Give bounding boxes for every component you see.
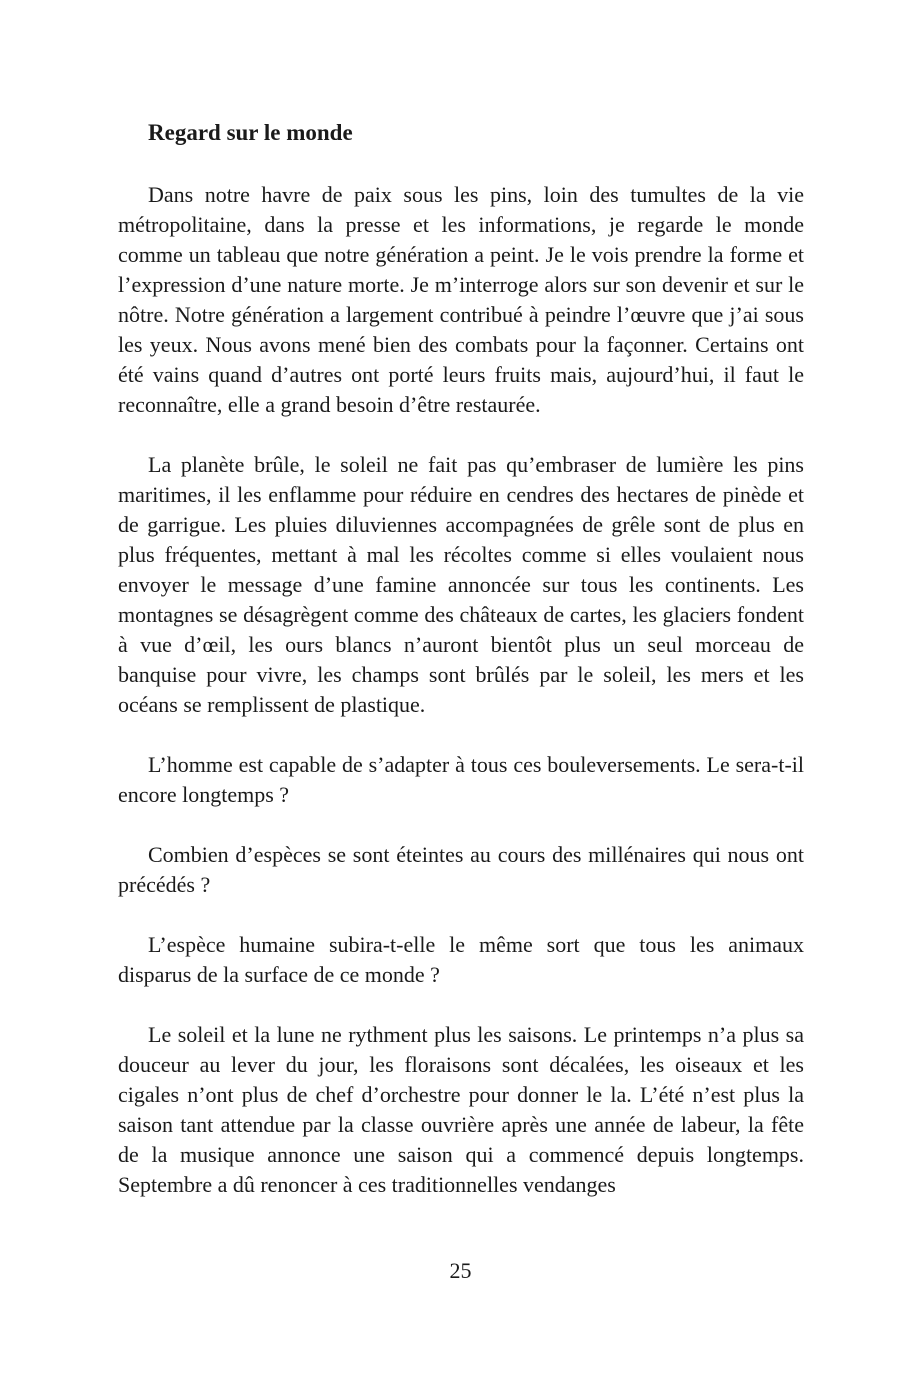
page-number: 25 (449, 1258, 472, 1283)
paragraph: Dans notre havre de paix sous les pins, loin des tumultes de la vie métropolitaine, dans la presse et les informations, je regarde le monde comme un tableau que notre génération a peint. Je le vois prendre la forme et l’expression d’une nature morte. Je m’interroge alors sur son devenir et sur le nôtre. Notre génération a largement contribué à peindre l’œuvre que j’ai sous les yeux. Nous avons mené bien des combats pour la façonner. Certains ont été vains quand d’autres ont porté leurs fruits mais, aujourd’hui, il faut le reconnaître, elle a grand besoin d’être restaurée. (118, 182, 804, 417)
paragraph: L’espèce humaine subira-t-elle le même sort que tous les animaux disparus de la surface de ce monde ? (118, 932, 804, 987)
paragraph: Le soleil et la lune ne rythment plus les saisons. Le printemps n’a plus sa douceur au lever du jour, les floraisons sont décalées, les oiseaux et les cigales n’ont plus de chef d’orchestre pour donner le la. L’été n’est plus la saison tant attendue par la classe ouvrière après une année de labeur, la fête de la musique annonce une saison qui a commencé depuis longtemps. Septembre a dû renoncer à ces traditionnelles vendanges (118, 1022, 804, 1197)
paragraph: La planète brûle, le soleil ne fait pas qu’embraser de lumière les pins maritimes, il les enflamme pour réduire en cendres des hectares de pinède et de garrigue. Les pluies diluviennes accompagnées de grêle sont de plus en plus fréquentes, mettant à mal les récoltes comme si elles voulaient nous envoyer le message d’une famine annoncée sur tous les continents. Les montagnes se désagrègent comme des châteaux de cartes, les glaciers fondent à vue d’œil, les ours blancs n’auront bientôt plus un seul morceau de banquise pour vivre, les champs sont brûlés par le soleil, les mers et les océans se remplissent de plastique. (118, 452, 804, 717)
section-title: Regard sur le monde (148, 120, 353, 145)
paragraph: Combien d’espèces se sont éteintes au cours des millénaires qui nous ont précédés ? (118, 842, 804, 897)
paragraph: L’homme est capable de s’adapter à tous ces bouleversements. Le sera-t-il encore longtemps ? (118, 752, 804, 807)
page-body (118, 118, 804, 1200)
